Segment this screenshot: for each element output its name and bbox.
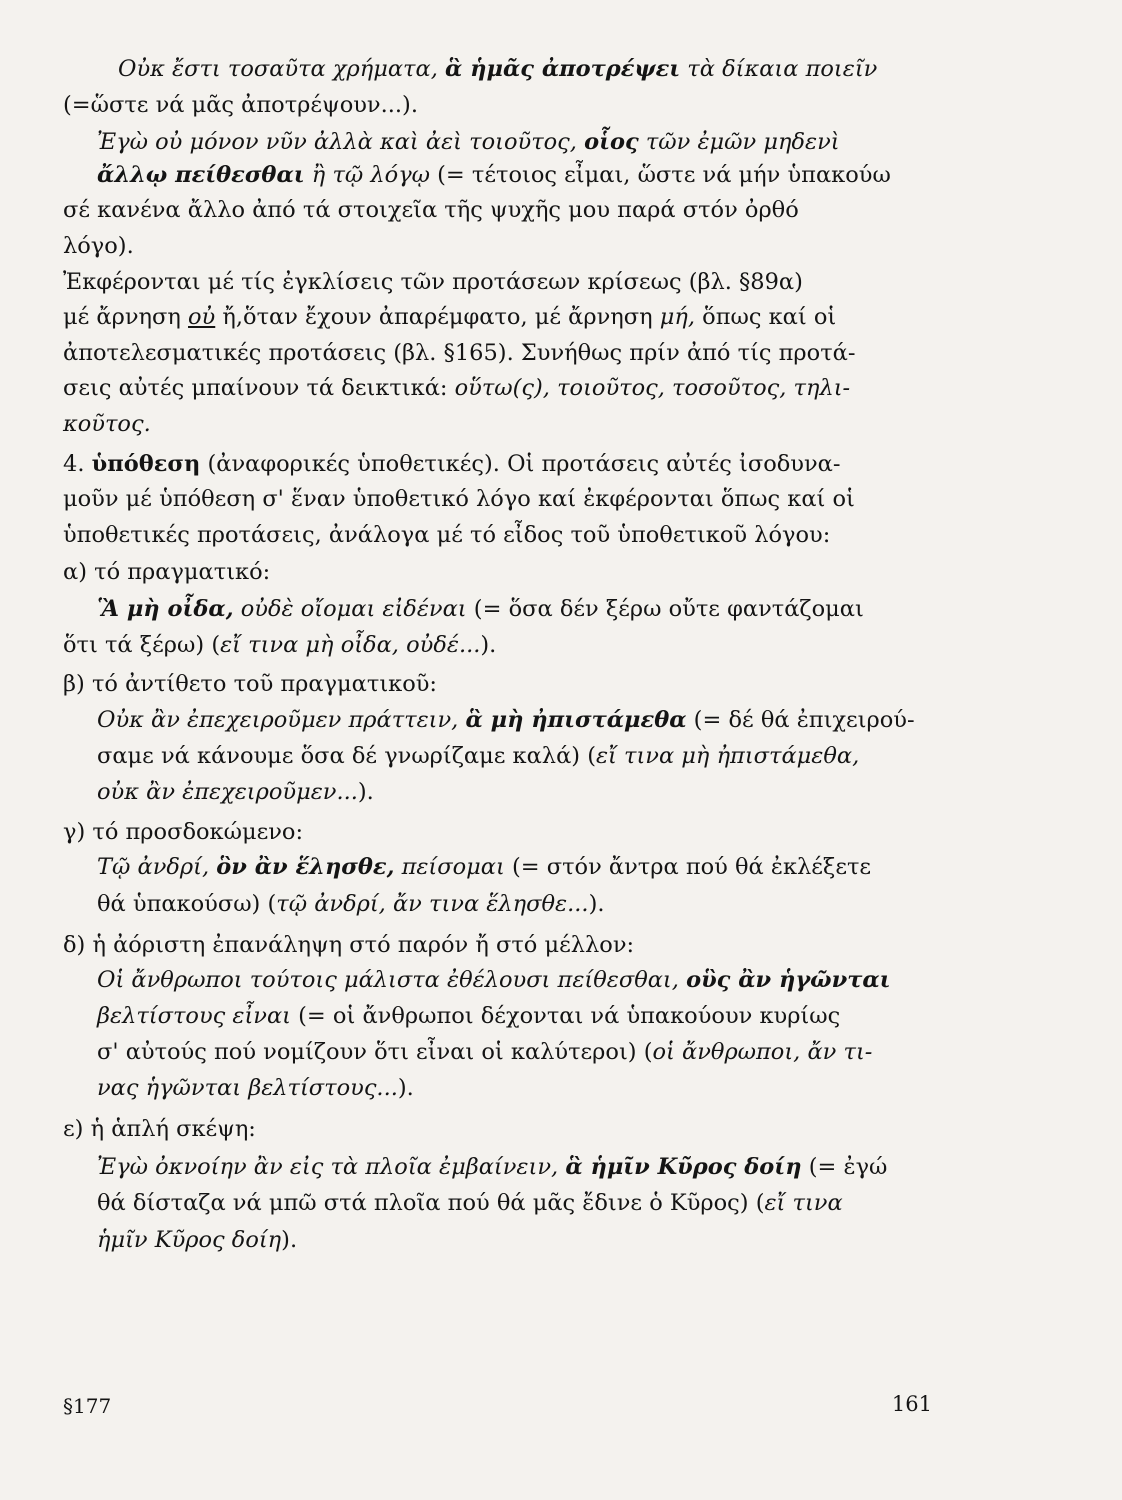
text-line (63, 407, 151, 441)
text-segment: εἴ τινα μὴ ἠπιστάμεθα, (595, 743, 860, 769)
text-line (63, 628, 496, 662)
text-segment: ). (357, 779, 374, 805)
text-segment: β) τό ἀντίθετο τοῦ πραγματικοῦ: (63, 671, 438, 697)
text-segment: ἃ ἡμῖν Κῦρος δοίη (565, 1154, 802, 1180)
text-segment: οὐδὲ οἴομαι εἰδέναι (233, 596, 467, 622)
text-line (97, 1071, 414, 1105)
text-segment: Οὐκ ἂν ἐπεχειροῦμεν πράττειν, (97, 707, 466, 733)
text-segment: οὐκ ἂν ἐπεχειροῦμεν... (97, 779, 358, 805)
text-segment: λόγο). (63, 233, 134, 259)
text-segment: ὑποθετικές προτάσεις, ἀνάλογα μέ τό εἶδος τοῦ ὑποθετικοῦ λόγου: (63, 522, 831, 548)
text-segment: εἴ τινα μὴ οἶδα, οὐδέ... (220, 632, 481, 658)
text-segment: μέ ἄρνηση (63, 304, 189, 330)
text-segment: ). (588, 891, 605, 917)
text-segment: ἀποτελεσματικές προτάσεις (βλ. §165). Συνήθως πρίν ἀπό τίς προτά- (63, 340, 856, 366)
text-segment: ). (281, 1227, 298, 1253)
text-line (63, 336, 855, 370)
text-line (63, 518, 830, 552)
text-line (63, 88, 418, 122)
text-segment: (= τέτοιος εἶμαι, ὥστε νά μήν ὑπακούω (430, 162, 891, 188)
text-segment: τὰ δίκαια ποιεῖν (680, 56, 878, 82)
text-line (97, 158, 891, 192)
text-segment: μοῦν μέ ὑπόθεση σ' ἕναν ὑποθετικό λόγο καί ἐκφέρονται ὅπως καί οἱ (63, 486, 855, 512)
text-segment: ). (480, 632, 497, 658)
text-segment: τῷ ἀνδρί, ἄν τινα ἕλησθε... (276, 891, 589, 917)
text-line (63, 815, 303, 849)
text-segment: οὕτω(ς), τοιοῦτος, τοσοῦτος, τηλι- (454, 375, 851, 401)
text-line (97, 1150, 887, 1184)
text-segment: ὅτι τά ξέρω) ( (63, 632, 221, 658)
text-segment: ἡμῖν Κῦρος δοίη (97, 1227, 282, 1253)
text-line (63, 371, 850, 405)
section-number: §177 (63, 1394, 112, 1418)
text-segment: βελτίστους εἶναι (97, 1003, 291, 1029)
text-line (118, 52, 877, 86)
text-line (97, 887, 605, 921)
text-segment: ε) ἡ ἁπλή σκέψη: (63, 1116, 256, 1142)
text-line (63, 447, 840, 481)
text-line (63, 300, 836, 334)
text-segment: ἢ τῷ λόγῳ (304, 162, 430, 188)
text-segment: θά δίσταζα νά μπῶ στά πλοῖα πού θά μᾶς ἔδινε ὁ Κῦρος) ( (97, 1190, 765, 1216)
text-segment: Ἐγὼ ὀκνοίην ἂν εἰς τὰ πλοῖα ἐμβαίνειν, (97, 1154, 566, 1180)
text-segment: Οἱ ἄνθρωποι τούτοις μάλιστα ἐθέλουσι πείθεσθαι, (97, 967, 687, 993)
text-segment: ἤ,ὅταν ἔχουν ἀπαρέμφατο, μέ ἄρνηση (215, 304, 660, 330)
text-segment: κοῦτος. (63, 411, 151, 437)
text-line (63, 229, 134, 263)
text-line (97, 1035, 872, 1069)
text-segment: (=ὥστε νά μᾶς ἀποτρέψουν...). (63, 92, 418, 118)
text-segment: ὃν ἂν ἕλησθε, (216, 854, 395, 880)
text-segment: Ἐγὼ οὐ μόνον νῦν ἀλλὰ καὶ ἀεὶ τοιοῦτος, (97, 129, 585, 155)
text-segment: σαμε νά κάνουμε ὅσα δέ γνωρίζαμε καλά) ( (97, 743, 596, 769)
text-segment: σέ κανένα ἄλλο ἀπό τά στοιχεῖα τῆς ψυχῆς μου παρά στόν ὀρθό (63, 197, 799, 223)
text-segment: (= οἱ ἄνθρωποι δέχονται νά ὑπακούουν κυρίως (291, 1003, 841, 1029)
text-line (97, 592, 864, 626)
text-line (63, 555, 270, 589)
text-segment: οἱ ἄνθρωποι, ἄν τι- (652, 1039, 873, 1065)
text-segment: οὐ (188, 304, 216, 330)
text-segment: ὑπόθεση (91, 451, 201, 477)
text-segment: ἃ ἡμᾶς ἀποτρέψει (445, 56, 681, 82)
text-segment: δ) ἡ ἀόριστη ἐπανάληψη στό παρόν ἤ στό μέλλον: (63, 932, 635, 958)
text-segment: (= δέ θά ἐπιχειρού- (686, 707, 915, 733)
text-segment: α) τό πραγματικό: (63, 559, 271, 585)
text-segment: οὓς ἂν ἡγῶνται (686, 967, 891, 993)
text-segment: σεις αὐτές μπαίνουν τά δεικτικά: (63, 375, 455, 401)
text-line (63, 482, 855, 516)
text-segment: Ἐκφέρονται μέ τίς ἐγκλίσεις τῶν προτάσεων κρίσεως (βλ. §89α) (63, 269, 803, 295)
text-segment: ). (397, 1075, 414, 1101)
text-segment: τῶν ἐμῶν μηδενὶ (638, 129, 840, 155)
text-line (97, 963, 891, 997)
text-segment: Ἃ μὴ οἶδα, (97, 596, 234, 622)
text-segment: Τῷ ἀνδρί, (97, 854, 217, 880)
text-segment: 4. (63, 451, 92, 477)
text-segment: εἴ τινα (764, 1190, 843, 1216)
text-line (63, 667, 437, 701)
text-line (97, 1186, 843, 1220)
text-line (97, 739, 859, 773)
text-segment: μή, (659, 304, 696, 330)
text-segment: (= ὅσα δέν ξέρω οὔτε φαντάζομαι (466, 596, 864, 622)
text-segment: ἄλλῳ πείθεσθαι (97, 162, 305, 188)
text-segment: πείσομαι (394, 854, 505, 880)
text-line (97, 703, 915, 737)
text-line (97, 850, 871, 884)
text-segment: ἃ μὴ ἠπιστάμεθα (465, 707, 687, 733)
text-segment: (ἀναφορικές ὑποθετικές). Οἱ προτάσεις αὐτές ἰσοδυνα- (200, 451, 841, 477)
text-segment: σ' αὐτούς πού νομίζουν ὅτι εἶναι οἱ καλύτεροι) ( (97, 1039, 653, 1065)
text-segment: (= στόν ἄντρα πού θά ἐκλέξετε (504, 854, 872, 880)
text-segment: Οὐκ ἔστι τοσαῦτα χρήματα, (118, 56, 446, 82)
text-line (97, 1223, 297, 1257)
text-line (97, 999, 840, 1033)
text-segment: θά ὑπακούσω) ( (97, 891, 277, 917)
text-segment: (= ἐγώ (801, 1154, 888, 1180)
text-segment: ὅπως καί οἱ (695, 304, 837, 330)
text-segment: νας ἡγῶνται βελτίστους... (97, 1075, 398, 1101)
page-number: 161 (891, 1392, 932, 1416)
text-line (63, 193, 799, 227)
text-line (63, 928, 634, 962)
text-line (97, 775, 374, 809)
text-line (63, 265, 803, 299)
text-line (63, 1112, 256, 1146)
text-line (97, 125, 840, 159)
text-segment: οἷος (584, 129, 639, 155)
text-segment: γ) τό προσδοκώμενο: (63, 819, 304, 845)
